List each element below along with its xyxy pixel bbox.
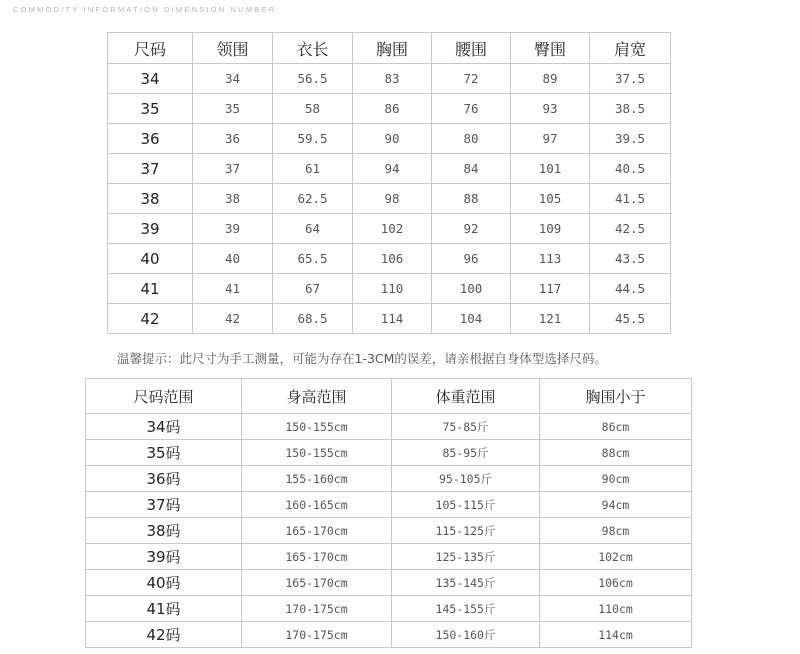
table-cell: 80	[432, 124, 511, 154]
table-cell: 67	[273, 274, 353, 304]
table-cell: 114cm	[540, 622, 692, 648]
table-cell: 98cm	[540, 518, 692, 544]
table-row	[86, 518, 692, 544]
table-cell: 106	[353, 244, 432, 274]
table-cell: 150-155cm	[242, 440, 392, 466]
table-cell: 59.5	[273, 124, 353, 154]
table-cell: 37码	[86, 492, 242, 518]
size-measurement-table	[107, 32, 671, 334]
table-cell: 42码	[86, 622, 242, 648]
section-header: COMMODITY INFORMATION DIMENSION NUMBER	[13, 5, 277, 14]
column-header: 领围	[193, 33, 273, 64]
column-header: 胸围	[353, 33, 432, 64]
table-row	[86, 570, 692, 596]
column-header: 尺码范围	[86, 379, 242, 414]
table-cell: 41码	[86, 596, 242, 622]
table-cell: 97	[511, 124, 590, 154]
table-cell: 44.5	[590, 274, 671, 304]
table-row	[108, 94, 671, 124]
table-cell: 105	[511, 184, 590, 214]
table-cell: 42	[193, 304, 273, 334]
table-cell: 76	[432, 94, 511, 124]
table-cell: 75-85斤	[392, 414, 540, 440]
table-cell: 43.5	[590, 244, 671, 274]
table-cell: 86cm	[540, 414, 692, 440]
table-cell: 42.5	[590, 214, 671, 244]
table-cell: 150-160斤	[392, 622, 540, 648]
table-cell: 64	[273, 214, 353, 244]
table-cell: 40.5	[590, 154, 671, 184]
table-cell: 105-115斤	[392, 492, 540, 518]
table-cell: 37	[108, 154, 193, 184]
column-header: 尺码	[108, 33, 193, 64]
table-cell: 83	[353, 64, 432, 94]
table-cell: 135-145斤	[392, 570, 540, 596]
table-cell: 34码	[86, 414, 242, 440]
table-cell: 35码	[86, 440, 242, 466]
table-cell: 89	[511, 64, 590, 94]
table-cell: 56.5	[273, 64, 353, 94]
table-cell: 101	[511, 154, 590, 184]
table-row	[86, 544, 692, 570]
table-cell: 40	[193, 244, 273, 274]
table-cell: 85-95斤	[392, 440, 540, 466]
column-header: 体重范围	[392, 379, 540, 414]
table-cell: 104	[432, 304, 511, 334]
table-cell: 170-175cm	[242, 596, 392, 622]
table-row	[86, 440, 692, 466]
table-cell: 38	[193, 184, 273, 214]
table-cell: 39	[108, 214, 193, 244]
table-cell: 102	[353, 214, 432, 244]
table-cell: 68.5	[273, 304, 353, 334]
column-header: 身高范围	[242, 379, 392, 414]
table-cell: 113	[511, 244, 590, 274]
table-cell: 92	[432, 214, 511, 244]
column-header: 衣长	[273, 33, 353, 64]
table-row	[108, 184, 671, 214]
table-cell: 90	[353, 124, 432, 154]
table-cell: 40	[108, 244, 193, 274]
table-cell: 40码	[86, 570, 242, 596]
table-cell: 58	[273, 94, 353, 124]
column-header: 臀围	[511, 33, 590, 64]
table-cell: 100	[432, 274, 511, 304]
table-cell: 38码	[86, 518, 242, 544]
table-cell: 65.5	[273, 244, 353, 274]
table-row	[108, 64, 671, 94]
table-cell: 93	[511, 94, 590, 124]
table-row	[108, 124, 671, 154]
table-cell: 61	[273, 154, 353, 184]
table-cell: 155-160cm	[242, 466, 392, 492]
column-header: 肩宽	[590, 33, 671, 64]
table-row	[86, 596, 692, 622]
table-cell: 98	[353, 184, 432, 214]
table-cell: 110	[353, 274, 432, 304]
table-cell: 125-135斤	[392, 544, 540, 570]
table-cell: 88	[432, 184, 511, 214]
table-cell: 109	[511, 214, 590, 244]
table-cell: 86	[353, 94, 432, 124]
table-cell: 41	[108, 274, 193, 304]
table-cell: 117	[511, 274, 590, 304]
table-header-row	[86, 379, 692, 414]
table-cell: 160-165cm	[242, 492, 392, 518]
table-cell: 39码	[86, 544, 242, 570]
table-cell: 41.5	[590, 184, 671, 214]
table-cell: 34	[193, 64, 273, 94]
table-header-row	[108, 33, 671, 64]
table-cell: 95-105斤	[392, 466, 540, 492]
table-cell: 150-155cm	[242, 414, 392, 440]
table-row	[108, 244, 671, 274]
table-cell: 37.5	[590, 64, 671, 94]
table-cell: 36	[108, 124, 193, 154]
measurement-note: 温馨提示：此尺寸为手工测量，可能为存在1-3CM的误差，请亲根据自身体型选择尺码。	[117, 351, 607, 366]
table-cell: 165-170cm	[242, 570, 392, 596]
size-range-table	[85, 378, 692, 648]
table-row	[86, 414, 692, 440]
table-cell: 41	[193, 274, 273, 304]
table-cell: 170-175cm	[242, 622, 392, 648]
column-header: 胸围小于	[540, 379, 692, 414]
table-cell: 145-155斤	[392, 596, 540, 622]
table-row	[108, 214, 671, 244]
table-row	[108, 304, 671, 334]
table-cell: 96	[432, 244, 511, 274]
table-cell: 36码	[86, 466, 242, 492]
table-cell: 114	[353, 304, 432, 334]
table-cell: 38.5	[590, 94, 671, 124]
table-cell: 62.5	[273, 184, 353, 214]
table-cell: 72	[432, 64, 511, 94]
table-cell: 90cm	[540, 466, 692, 492]
table-row	[86, 492, 692, 518]
table-cell: 42	[108, 304, 193, 334]
table-cell: 34	[108, 64, 193, 94]
table-cell: 36	[193, 124, 273, 154]
table-row	[86, 466, 692, 492]
table-cell: 39	[193, 214, 273, 244]
table-cell: 165-170cm	[242, 544, 392, 570]
table-cell: 88cm	[540, 440, 692, 466]
table-cell: 37	[193, 154, 273, 184]
table-cell: 45.5	[590, 304, 671, 334]
table-cell: 39.5	[590, 124, 671, 154]
table-cell: 121	[511, 304, 590, 334]
table-row	[108, 154, 671, 184]
table-cell: 115-125斤	[392, 518, 540, 544]
table-cell: 84	[432, 154, 511, 184]
table-cell: 35	[108, 94, 193, 124]
table-cell: 35	[193, 94, 273, 124]
table-cell: 165-170cm	[242, 518, 392, 544]
table-cell: 38	[108, 184, 193, 214]
table-cell: 110cm	[540, 596, 692, 622]
table-row	[108, 274, 671, 304]
column-header: 腰围	[432, 33, 511, 64]
table-cell: 94	[353, 154, 432, 184]
table-row	[86, 622, 692, 648]
table-cell: 94cm	[540, 492, 692, 518]
table-cell: 102cm	[540, 544, 692, 570]
table-cell: 106cm	[540, 570, 692, 596]
